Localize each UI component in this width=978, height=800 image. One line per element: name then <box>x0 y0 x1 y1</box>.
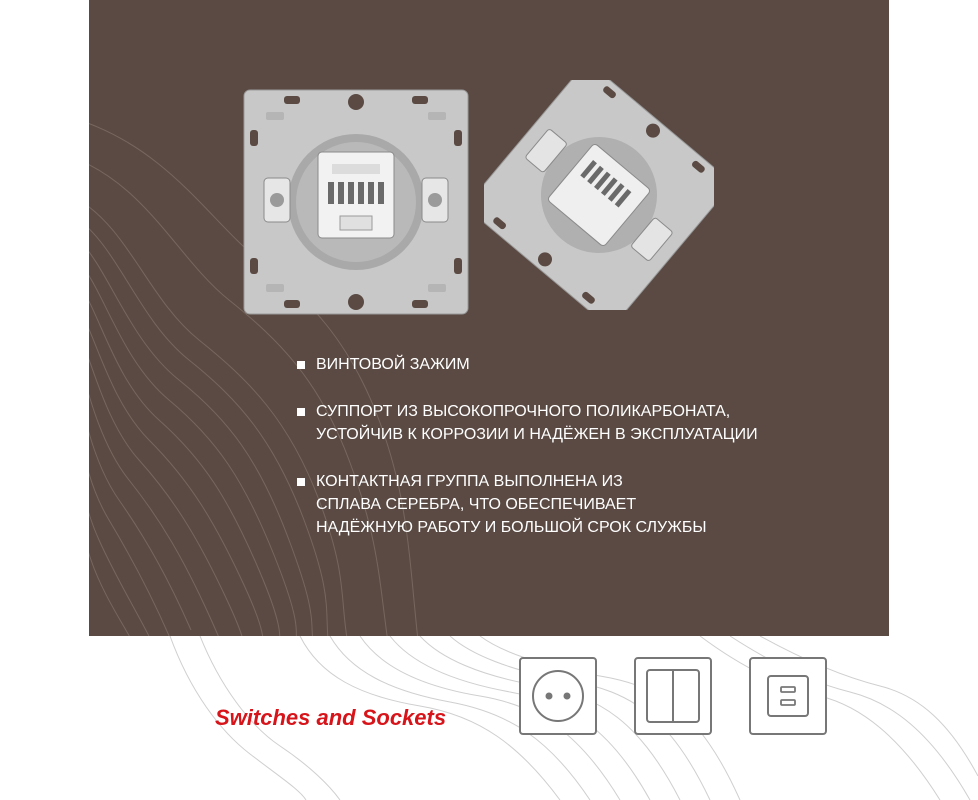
feature-text: СПЛАВА СЕРЕБРА, ЧТО ОБЕСПЕЧИВАЕТ <box>316 496 637 513</box>
footer-topographic-lines <box>0 636 978 800</box>
bullet-square-icon <box>297 478 305 486</box>
usb-charger-icon <box>748 656 828 736</box>
feature-text: КОНТАКТНАЯ ГРУППА ВЫПОЛНЕНА ИЗ <box>316 473 623 490</box>
socket-icon <box>518 656 598 736</box>
feature-item <box>297 470 857 539</box>
feature-text: ВИНТОВОЙ ЗАЖИМ <box>316 356 470 373</box>
product-panel <box>89 0 889 636</box>
bullet-square-icon <box>297 408 305 416</box>
feature-text: УСТОЙЧИВ К КОРРОЗИИ И НАДЁЖЕН В ЭКСПЛУАТАЦИИ <box>316 426 758 443</box>
product-angled-view-image <box>484 80 714 310</box>
feature-item <box>297 400 857 446</box>
feature-text: СУППОРТ ИЗ ВЫСОКОПРОЧНОГО ПОЛИКАРБОНАТА, <box>316 403 731 420</box>
feature-item <box>297 353 857 376</box>
product-front-view-image <box>236 82 476 322</box>
bullet-square-icon <box>297 361 305 369</box>
brand-tagline: Switches and Sockets <box>215 705 447 730</box>
feature-list <box>297 353 857 563</box>
feature-text: НАДЁЖНУЮ РАБОТУ И БОЛЬШОЙ СРОК СЛУЖБЫ <box>316 519 707 536</box>
double-switch-icon <box>633 656 713 736</box>
